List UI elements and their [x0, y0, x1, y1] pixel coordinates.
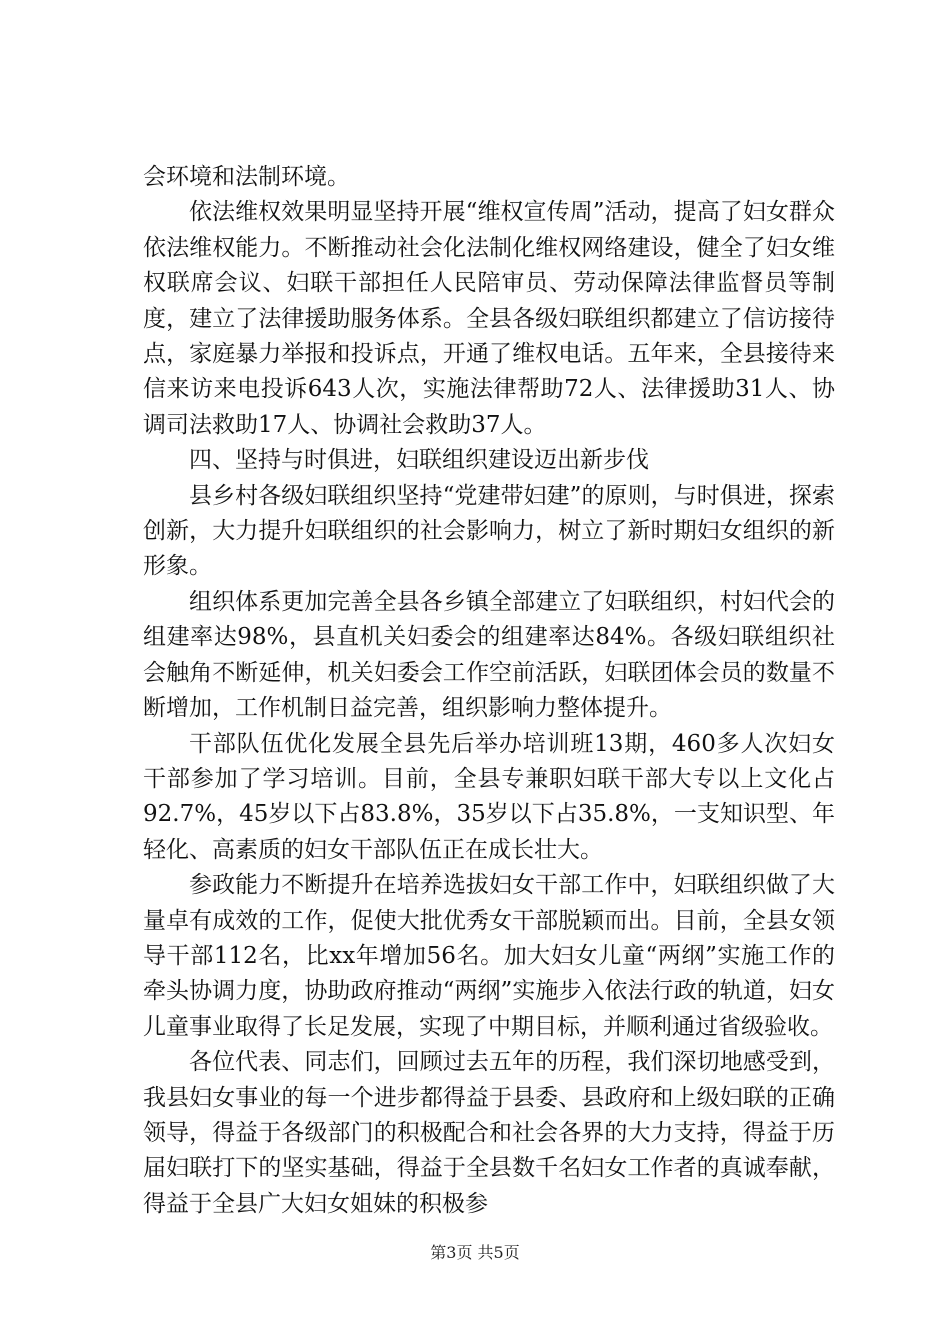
paragraph-6: 干部队伍优化发展全县先后举办培训班13期，460多人次妇女干部参加了学习培训。目前，全县专兼职妇联干部大专以上文化占92.7%，45岁以下占83.8%，35岁以下占35.8%，一支知识型、年轻化、高素质的妇女干部队伍正在成长壮大。 [143, 730, 835, 863]
section-heading: 四、坚持与时俱进，妇联组织建设迈出新步伐 [189, 447, 649, 474]
paragraph-5: 组织体系更加完善全县各乡镇全部建立了妇联组织，村妇代会的组建率达98%，县直机关妇委会的组建率达84%。各级妇联组织社会触角不断延伸，机关妇委会工作空前活跃，妇联团体会员的数量不断增加，工作机制日益完善，组织影响力整体提升。 [143, 588, 835, 722]
paragraph-1: 会环境和法制环境。 [143, 164, 350, 190]
paragraph-7: 参政能力不断提升在培养选拔妇女干部工作中，妇联组织做了大量卓有成效的工作，促使大批优秀女干部脱颖而出。目前，全县女领导干部112名，比xx年增加56名。加大妇女儿童“两纲”实施工作的牵头协调力度，协助政府推动“两纲”实施步入依法行政的轨道，妇女儿童事业取得了长足发展，实现了中期目标，并顺利通过省级验收。 [143, 872, 835, 1040]
paragraph-8: 各位代表、同志们，回顾过去五年的历程，我们深切地感受到，我县妇女事业的每一个进步都得益于县委、县政府和上级妇联的正确领导，得益于各级部门的积极配合和社会各界的大力支持，得益于历届妇联打下的坚实基础，得益于全县数千名妇女工作者的真诚奉献，得益于全县广大妇女姐妹的积极参 [143, 1049, 835, 1217]
document-body [143, 160, 835, 1222]
page-footer: 第3页 共5页 [430, 1243, 520, 1262]
paragraph-2: 依法维权效果明显坚持开展“维权宣传周”活动，提高了妇女群众依法维权能力。不断推动社会化法制化维权网络建设，健全了妇女维权联席会议、妇联干部担任人民陪审员、劳动保障法律监督员等制度，建立了法律援助服务体系。全县各级妇联组织都建立了信访接待点，家庭暴力举报和投诉点，开通了维权电话。五年来，全县接待来信来访来电投诉643人次，实施法律帮助72人、法律援助31人、协调司法救助17人、协调社会救助37人。 [143, 199, 835, 438]
paragraph-4: 县乡村各级妇联组织坚持“党建带妇建”的原则，与时俱进，探索创新，大力提升妇联组织的社会影响力，树立了新时期妇女组织的新形象。 [143, 482, 835, 580]
